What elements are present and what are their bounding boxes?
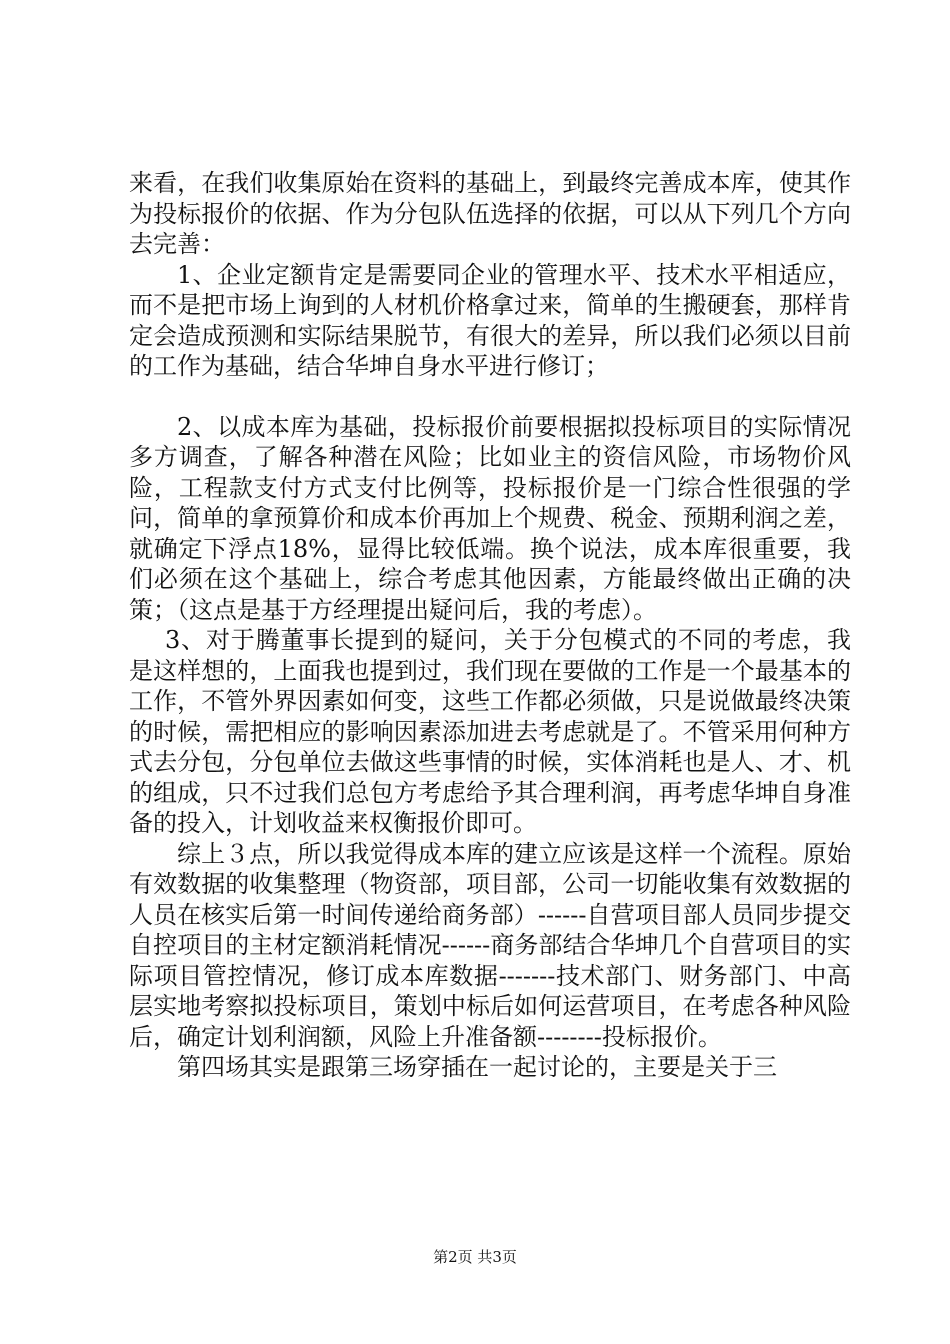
paragraph-point-3: 3、对于腾董事长提到的疑问，关于分包模式的不同的考虑，我是这样想的，上面我也提到过，我们现在要做的工作是一个最基本的工作，不管外界因素如何变，这些工作都必须做，只是说做最终决策的时候，需把相应的影响因素添加进去考虑就是了。不管采用何种方式去分包，分包单位去做这些事情的时候，实体消耗也是人、才、机的组成，只不过我们总包方考虑给予其合理利润，再考虑华坤自身准备的投入，计划收益来权衡报价即可。	[129, 626, 851, 837]
paragraph-gap	[129, 382, 851, 412]
document-body	[129, 168, 851, 1083]
paragraph-point-1: 1、企业定额肯定是需要同企业的管理水平、技术水平相适应，而不是把市场上询到的人材机价格拿过来，简单的生搬硬套，那样肯定会造成预测和实际结果脱节，有很大的差异，所以我们必须以目前的工作为基础，结合华坤自身水平进行修订；	[129, 260, 851, 380]
page-number-footer: 第2页 共3页	[433, 1248, 517, 1266]
paragraph-summary: 综上３点，所以我觉得成本库的建立应该是这样一个流程。原始有效数据的收集整理（物资部，项目部，公司一切能收集有效数据的人员在核实后第一时间传递给商务部）------自营项目部人员同步提交自控项目的主材定额消耗情况------商务部结合华坤几个自营项目的实际项目管控情况，修订成本库数据-------技术部门、财务部门、中高层实地考察拟投标项目，策划中标后如何运营项目，在考虑各种风险后，确定计划利润额，风险上升准备额--------投标报价。	[129, 839, 851, 1051]
paragraph-point-2: 2、以成本库为基础，投标报价前要根据拟投标项目的实际情况多方调查，了解各种潜在风险；比如业主的资信风险，市场物价风险，工程款支付方式支付比例等，投标报价是一门综合性很强的学问，简单的拿预算价和成本价再加上个规费、税金、预期利润之差，就确定下浮点18%，显得比较低端。换个说法，成本库很重要，我们必须在这个基础上，综合考虑其他因素，方能最终做出正确的决策；（这点是基于方经理提出疑问后，我的考虑）。	[129, 412, 851, 624]
paragraph-intro: 来看，在我们收集原始在资料的基础上，到最终完善成本库，使其作为投标报价的依据、作为分包队伍选择的依据，可以从下列几个方向去完善：	[129, 169, 851, 258]
paragraph-fourth-session: 第四场其实是跟第三场穿插在一起讨论的，主要是关于三	[177, 1053, 777, 1081]
